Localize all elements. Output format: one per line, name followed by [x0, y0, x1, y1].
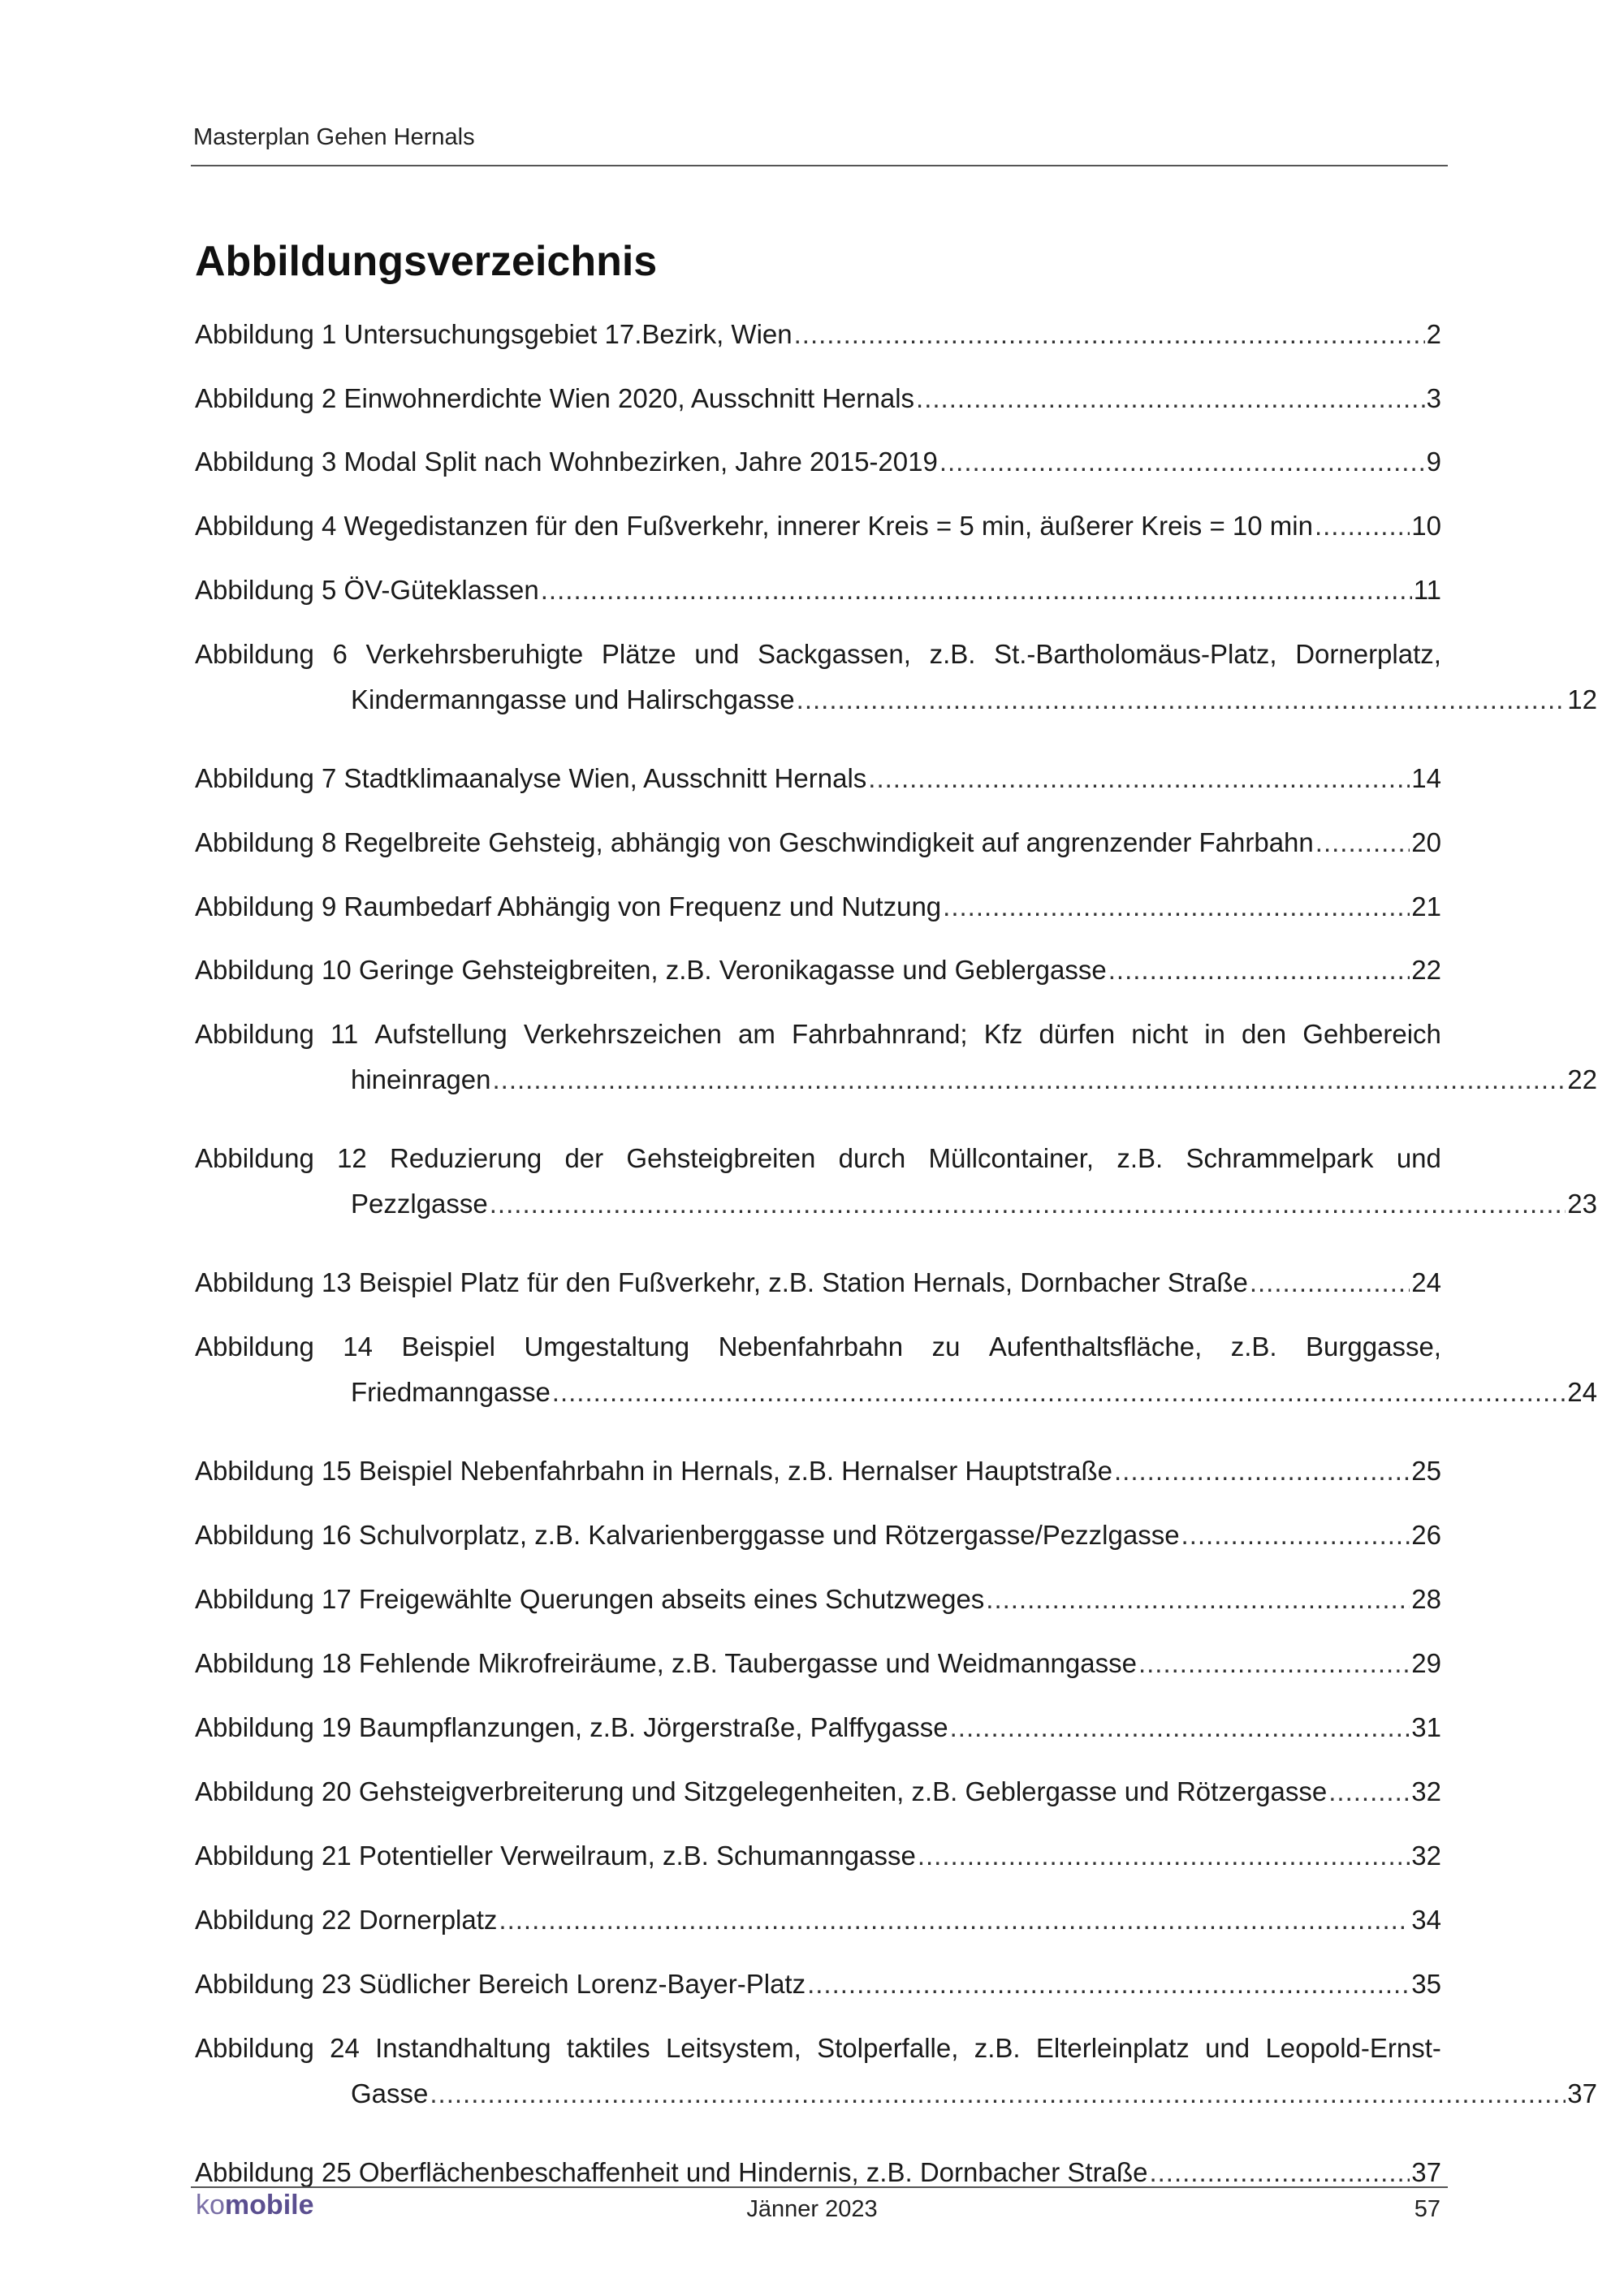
toc-entry[interactable] [195, 1968, 1441, 2000]
toc-entry[interactable] [195, 1840, 1441, 1872]
dot-leader [490, 1188, 1566, 1220]
toc-entry-word: St.-Bartholomäus-Platz, [994, 639, 1277, 669]
toc-entry[interactable] [195, 510, 1441, 542]
dot-leader [916, 382, 1425, 415]
toc-entry-page: 35 [1411, 1969, 1441, 1999]
toc-entry-page: 24 [1411, 1267, 1441, 1297]
toc-entry-word: Verkehrszeichen [523, 1019, 722, 1049]
toc-entry-page: 37 [1567, 2078, 1597, 2108]
dot-leader [1328, 1776, 1410, 1808]
toc-entry-label: Abbildung 18 Fehlende Mikrofreiräume, z.B. Taubergasse und Weidmanngasse [195, 1648, 1137, 1678]
toc-entry[interactable] [195, 2156, 1441, 2189]
toc-entry-word: und [694, 639, 740, 669]
dot-leader [794, 318, 1425, 351]
toc-entry[interactable] [195, 1142, 1597, 1219]
toc-entry[interactable] [195, 1519, 1441, 1552]
toc-entry-label: Abbildung 19 Baumpflanzungen, z.B. Jörgerstraße, Palffygasse [195, 1712, 948, 1742]
toc-entry-word: Instandhaltung [375, 2033, 551, 2063]
toc-entry-word: Gehsteigbreiten [626, 1143, 816, 1173]
toc-entry-word: Kfz [983, 1019, 1023, 1049]
dot-leader [492, 1064, 1566, 1096]
dot-leader [1315, 510, 1410, 542]
toc-entry-label: Abbildung 1 Untersuchungsgebiet 17.Bezirk, Wien [195, 319, 793, 349]
toc-entry-line [195, 1018, 1441, 1051]
toc-entry-word: Umgestaltung [524, 1331, 690, 1362]
toc-entry[interactable] [195, 762, 1441, 795]
footer-divider [191, 2186, 1448, 2188]
toc-entry-page: 23 [1567, 1188, 1597, 1219]
toc-entry-page: 22 [1567, 1064, 1597, 1094]
toc-entry[interactable] [195, 2032, 1597, 2109]
toc-entry-word: 24 [330, 2033, 360, 2063]
toc-entry-word: Abbildung [195, 1143, 314, 1173]
toc-entry-line [195, 1142, 1441, 1175]
dot-leader [499, 1904, 1410, 1936]
toc-entry-word: 12 [337, 1143, 367, 1173]
toc-entry[interactable] [195, 1583, 1441, 1616]
toc-entry-word: Abbildung [195, 1331, 314, 1362]
toc-entry-word: Sackgassen, [757, 639, 911, 669]
toc-entry-word: und [1396, 1143, 1441, 1173]
toc-entry[interactable] [195, 1267, 1441, 1299]
toc-entry-page: 34 [1411, 1905, 1441, 1935]
toc-entry-label: Abbildung 16 Schulvorplatz, z.B. Kalvarienberggasse und Rötzergasse/Pezzlgasse [195, 1520, 1180, 1550]
toc-entry-label: Abbildung 5 ÖV-Güteklassen [195, 575, 539, 605]
toc-entry[interactable] [195, 954, 1441, 986]
toc-entry-word: Fahrbahnrand; [792, 1019, 968, 1049]
toc-entry-word: Abbildung [195, 639, 314, 669]
toc-entry-label: Abbildung 3 Modal Split nach Wohnbezirken, Jahre 2015-2019 [195, 447, 938, 477]
toc-entry-word: z.B. [1116, 1143, 1164, 1173]
toc-entry-word: Burggasse, [1306, 1331, 1441, 1362]
running-header: Masterplan Gehen Hernals [193, 124, 475, 150]
toc-entry-label: Abbildung 8 Regelbreite Gehsteig, abhängig von Geschwindigkeit auf angrenzender Fahrbahn [195, 827, 1314, 857]
toc-entry-word: Plätze [601, 639, 676, 669]
toc-entry-word: Leitsystem, [665, 2033, 801, 2063]
toc-entry-word: 11 [330, 1019, 359, 1049]
toc-entry-page: 32 [1411, 1776, 1441, 1806]
toc-entry-word: Abbildung [195, 2033, 314, 2063]
toc-entry-label: Abbildung 10 Geringe Gehsteigbreiten, z.B. Veronikagasse und Geblergasse [195, 955, 1107, 985]
toc-entry-word: in [1204, 1019, 1225, 1049]
toc-entry-word: z.B. [1230, 1331, 1277, 1362]
toc-entry-label: hineinragen [351, 1064, 491, 1094]
toc-entry-page: 21 [1411, 891, 1441, 921]
toc-entry[interactable] [195, 638, 1597, 715]
toc-entry-label: Abbildung 25 Oberflächenbeschaffenheit und Hindernis, z.B. Dornbacher Straße [195, 2157, 1148, 2187]
toc-entry[interactable] [195, 1018, 1597, 1095]
toc-entry-page: 3 [1426, 383, 1441, 413]
toc-entry-page: 26 [1411, 1520, 1441, 1550]
toc-entry-label: Abbildung 4 Wegedistanzen für den Fußverkehr, innerer Kreis = 5 min, äußerer Kreis = 10 min [195, 511, 1313, 541]
toc-entry-page: 20 [1411, 827, 1441, 857]
dot-leader [1108, 954, 1410, 986]
footer-date: Jänner 2023 [746, 2196, 878, 2222]
toc-entry-page: 9 [1426, 447, 1441, 477]
dot-leader [939, 446, 1425, 478]
dot-leader [1181, 1519, 1410, 1552]
toc-entry[interactable] [195, 1776, 1441, 1808]
toc-entry-line [195, 2032, 1441, 2065]
toc-entry-label: Abbildung 2 Einwohnerdichte Wien 2020, Ausschnitt Hernals [195, 383, 915, 413]
toc-entry-word: Beispiel [401, 1331, 496, 1362]
toc-entry-label: Pezzlgasse [351, 1188, 488, 1219]
logo-mobile: mobile [224, 2190, 314, 2220]
toc-entry-word: Dornerplatz, [1295, 639, 1441, 669]
toc-entry-word: den [1242, 1019, 1287, 1049]
toc-entry-page: 28 [1411, 1584, 1441, 1614]
dot-leader [868, 762, 1410, 795]
dot-leader [950, 1711, 1410, 1744]
toc-entry-label: Abbildung 7 Stadtklimaanalyse Wien, Ausschnitt Hernals [195, 763, 867, 793]
toc-entry-page: 2 [1426, 319, 1441, 349]
page-title: Abbildungsverzeichnis [195, 238, 658, 285]
toc-entry-word: Aufenthaltsfläche, [988, 1331, 1203, 1362]
footer-page-number: 57 [1414, 2196, 1440, 2222]
toc-entry[interactable] [195, 826, 1441, 859]
toc-entry-page: 25 [1411, 1456, 1441, 1486]
toc-entry-page: 11 [1413, 575, 1441, 605]
toc-entry-label: Abbildung 13 Beispiel Platz für den Fußverkehr, z.B. Station Hernals, Dornbacher Straße [195, 1267, 1248, 1297]
toc-entry-label: Abbildung 22 Dornerplatz [195, 1905, 498, 1935]
toc-entry-word: z.B. [974, 2033, 1021, 2063]
dot-leader [1149, 2156, 1410, 2189]
toc-entry-word: taktiles [566, 2033, 650, 2063]
toc-entry-word: am [738, 1019, 775, 1049]
dot-leader [552, 1376, 1566, 1409]
toc-entry-page: 31 [1411, 1712, 1441, 1742]
toc-entry-word: Reduzierung [390, 1143, 542, 1173]
dot-leader [430, 2078, 1566, 2110]
dot-leader [541, 574, 1412, 606]
toc-entry-label: Gasse [351, 2078, 429, 2108]
toc-entry-word: Müllcontainer, [928, 1143, 1095, 1173]
toc-entry-label: Abbildung 20 Gehsteigverbreiterung und Sitzgelegenheiten, z.B. Geblergasse und Rötzergasse [195, 1776, 1328, 1806]
toc-entry-label: Abbildung 21 Potentieller Verweilraum, z.B. Schumanngasse [195, 1841, 916, 1871]
toc-entry-word: zu [931, 1331, 961, 1362]
toc-entry-word: Abbildung [195, 1019, 314, 1049]
toc-entry-label: Kindermanngasse und Halirschgasse [351, 684, 795, 714]
toc-entry-word: Gehbereich [1302, 1019, 1441, 1049]
toc-entry-word: 14 [343, 1331, 373, 1362]
toc-entry-word: Stolperfalle, [817, 2033, 959, 2063]
toc-entry-word: z.B. [929, 639, 976, 669]
toc-entry-page: 14 [1411, 763, 1441, 793]
toc-entry[interactable] [195, 1904, 1441, 1936]
toc-entry-word: und [1205, 2033, 1250, 2063]
toc-entry[interactable] [195, 446, 1441, 478]
toc-entry-page: 12 [1567, 684, 1597, 714]
dot-leader [986, 1583, 1410, 1616]
toc-entry-word: Nebenfahrbahn [718, 1331, 904, 1362]
dot-leader [1250, 1267, 1410, 1299]
toc-entry-label: Abbildung 15 Beispiel Nebenfahrbahn in Hernals, z.B. Hernalser Hauptstraße [195, 1456, 1112, 1486]
toc-entry-page: 10 [1411, 511, 1441, 541]
toc-entry-word: dürfen [1039, 1019, 1116, 1049]
toc-entry-page: 37 [1411, 2157, 1441, 2187]
dot-leader [1114, 1455, 1410, 1487]
toc-entry-word: 6 [332, 639, 348, 669]
header-divider [191, 165, 1448, 166]
toc-entry-label: Abbildung 9 Raumbedarf Abhängig von Frequenz und Nutzung [195, 891, 942, 921]
toc-entry-page: 32 [1411, 1841, 1441, 1871]
dot-leader [1315, 826, 1410, 859]
toc-entry[interactable] [195, 382, 1441, 415]
toc-entry-word: Aufstellung [374, 1019, 508, 1049]
toc-entry-line [195, 1331, 1441, 1363]
toc-entry-page: 22 [1411, 955, 1441, 985]
toc-entry-line [195, 638, 1441, 671]
toc-entry-word: der [564, 1143, 604, 1173]
dot-leader [943, 891, 1410, 923]
dot-leader [1138, 1647, 1410, 1680]
toc-entry-label: Abbildung 17 Freigewählte Querungen abseits eines Schutzweges [195, 1584, 985, 1614]
dot-leader [797, 684, 1566, 716]
toc-entry-label: Friedmanngasse [351, 1376, 551, 1407]
toc-entry-label: Abbildung 23 Südlicher Bereich Lorenz-Bayer-Platz [195, 1969, 806, 1999]
toc-entry-word: Leopold-Ernst- [1265, 2033, 1441, 2063]
toc-entry-page: 29 [1411, 1648, 1441, 1678]
toc-entry[interactable] [195, 1647, 1441, 1680]
toc-entry[interactable] [195, 891, 1441, 923]
toc-entry-word: nicht [1131, 1019, 1189, 1049]
toc-entry-word: durch [838, 1143, 906, 1173]
dot-leader [918, 1840, 1410, 1872]
toc-entry-word: Schrammelpark [1186, 1143, 1374, 1173]
toc-entry[interactable] [195, 318, 1441, 351]
toc-entry[interactable] [195, 1331, 1597, 1408]
toc-entry-page: 24 [1567, 1376, 1597, 1407]
toc-entry-word: Verkehrsberuhigte [365, 639, 584, 669]
dot-leader [807, 1968, 1410, 2000]
toc-entry[interactable] [195, 574, 1441, 606]
toc-entry[interactable] [195, 1711, 1441, 1744]
toc-entry-word: Elterleinplatz [1035, 2033, 1190, 2063]
logo-ko: ko [196, 2190, 225, 2220]
toc-entry[interactable] [195, 1455, 1441, 1487]
